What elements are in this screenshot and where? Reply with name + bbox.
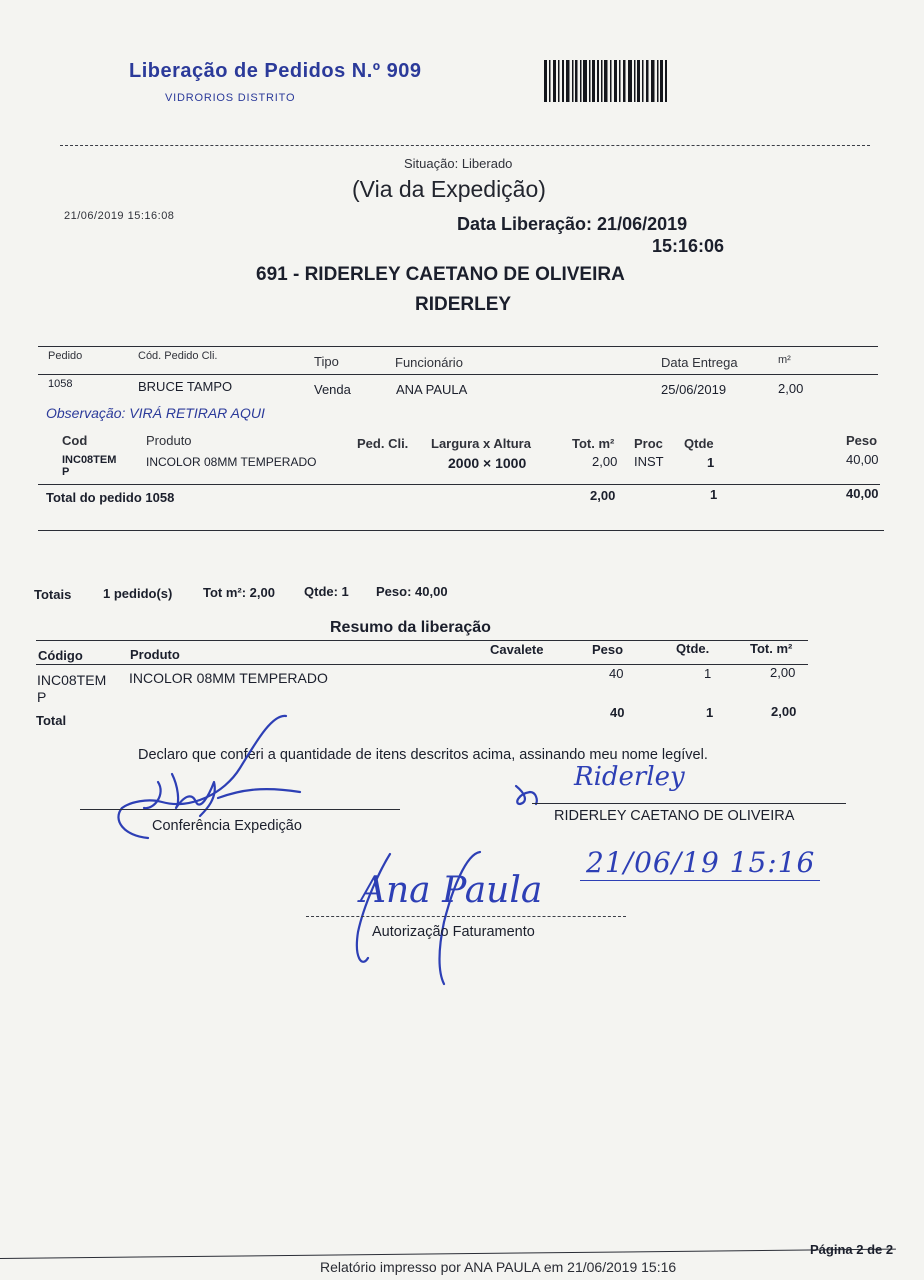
col-ped-cli: Ped. Cli. xyxy=(357,436,409,451)
footer-page-number: Página 2 de 2 xyxy=(810,1242,894,1257)
ana-paula-signature: Ana Paula xyxy=(360,870,543,911)
summary-total-tot-m2: 2,00 xyxy=(771,704,797,719)
observacao xyxy=(46,405,265,421)
client-signature-line xyxy=(532,803,846,804)
data-liberacao-time: 15:16:06 xyxy=(652,236,725,256)
value-pedido: 1058 xyxy=(48,378,73,390)
via-expedicao-title: (Via da Expedição) xyxy=(352,176,546,202)
order-header-divider xyxy=(38,374,878,375)
observacao-label: Observação: xyxy=(46,405,126,421)
total-pedido-tot-m2: 2,00 xyxy=(590,488,616,503)
summary-total-peso: 40 xyxy=(610,705,625,720)
footer-line xyxy=(0,1249,896,1259)
item-cod-line2: P xyxy=(62,466,70,478)
col-proc: Proc xyxy=(634,436,663,451)
summary-col-produto: Produto xyxy=(130,647,180,662)
col-tot-m2: Tot. m² xyxy=(572,436,615,451)
total-pedido-label: Total do pedido 1058 xyxy=(46,490,175,505)
summary-col-tot-m2: Tot. m² xyxy=(750,641,793,656)
item-produto: INCOLOR 08MM TEMPERADO xyxy=(146,455,317,469)
item-dims: 2000 × 1000 xyxy=(448,455,527,471)
observacao-value: VIRÁ RETIRAR AQUI xyxy=(129,405,265,421)
item-cod-line1: INC08TEM xyxy=(62,454,117,466)
autorizacao-label: Autorização Faturamento xyxy=(372,924,535,940)
footer-printed-by: Relatório impresso por ANA PAULA em 21/06/2019 15:16 xyxy=(320,1259,677,1275)
value-m2: 2,00 xyxy=(778,381,804,396)
item-qtde: 1 xyxy=(707,455,715,470)
client-signature-mark-icon xyxy=(510,780,550,810)
value-data-entrega: 25/06/2019 xyxy=(661,382,727,397)
summary-qtde: 1 xyxy=(704,666,712,681)
order-bottom-line xyxy=(38,530,884,531)
col-largura-altura: Largura x Altura xyxy=(431,436,531,451)
conferencia-label: Conferência Expedição xyxy=(152,818,302,834)
print-timestamp: 21/06/2019 15:16:08 xyxy=(64,210,175,222)
label-funcionario: Funcionário xyxy=(395,355,463,370)
label-data-entrega: Data Entrega xyxy=(661,355,738,370)
ana-paula-signature-stroke-icon xyxy=(340,850,560,990)
summary-produto: INCOLOR 08MM TEMPERADO xyxy=(129,670,328,686)
summary-title: Resumo da liberação xyxy=(330,619,491,636)
summary-total-label: Total xyxy=(36,713,67,728)
situacao-label: Situação: Liberado xyxy=(404,156,513,171)
totals-pedidos: 1 pedido(s) xyxy=(103,586,173,601)
label-cod-pedido-cli: Cód. Pedido Cli. xyxy=(138,350,218,362)
autorizacao-line xyxy=(306,916,626,917)
declaration-text: Declaro que conferi a quantidade de itens descritos acima, assinando meu nome legível. xyxy=(138,747,708,763)
col-qtde: Qtde xyxy=(684,436,714,451)
client-name-printed: RIDERLEY CAETANO DE OLIVEIRA xyxy=(554,808,795,824)
total-pedido-peso: 40,00 xyxy=(846,486,879,501)
client-full-name: 691 - RIDERLEY CAETANO DE OLIVEIRA xyxy=(256,264,625,285)
conferencia-line xyxy=(80,809,400,810)
handwritten-date-underline xyxy=(580,880,820,881)
summary-col-qtde: Qtde. xyxy=(676,641,710,656)
totals-label: Totais xyxy=(34,587,72,602)
data-liberacao: Data Liberação: 21/06/2019 xyxy=(457,214,688,234)
document-title: Liberação de Pedidos N.º 909 xyxy=(129,60,422,82)
total-pedido-qtde: 1 xyxy=(710,487,718,502)
order-top-line xyxy=(38,346,878,347)
client-short-name: RIDERLEY xyxy=(415,294,512,315)
value-cod-pedido-cli: BRUCE TAMPO xyxy=(138,379,233,394)
totals-qtde: Qtde: 1 xyxy=(304,584,349,599)
summary-total-qtde: 1 xyxy=(706,705,714,720)
item-tot-m2: 2,00 xyxy=(592,454,618,469)
summary-codigo-line2: P xyxy=(37,689,47,705)
items-total-divider xyxy=(38,484,880,485)
summary-header-divider xyxy=(36,664,808,665)
totals-tot-m2: Tot m²: 2,00 xyxy=(203,585,275,600)
client-signature: Riderley xyxy=(574,762,685,792)
col-cod: Cod xyxy=(62,433,88,448)
item-proc: INST xyxy=(634,454,664,469)
label-m2: m² xyxy=(778,354,791,366)
handwritten-datetime: 21/06/19 15:16 xyxy=(586,846,816,879)
col-peso: Peso xyxy=(846,433,878,448)
summary-codigo-line1: INC08TEM xyxy=(37,672,107,688)
barcode-icon xyxy=(544,60,668,102)
item-peso: 40,00 xyxy=(846,452,879,467)
value-tipo: Venda xyxy=(314,382,351,397)
summary-col-peso: Peso xyxy=(592,642,624,657)
summary-col-cavalete: Cavalete xyxy=(490,642,544,657)
company-name: VIDRORIOS DISTRITO xyxy=(165,92,296,104)
label-pedido: Pedido xyxy=(48,350,83,362)
summary-col-codigo: Código xyxy=(38,648,83,663)
summary-peso: 40 xyxy=(609,666,624,681)
col-produto: Produto xyxy=(146,433,192,448)
totals-peso: Peso: 40,00 xyxy=(376,584,448,599)
header-divider xyxy=(60,145,870,146)
value-funcionario: ANA PAULA xyxy=(396,382,468,397)
summary-tot-m2: 2,00 xyxy=(770,665,796,680)
label-tipo: Tipo xyxy=(314,354,339,369)
